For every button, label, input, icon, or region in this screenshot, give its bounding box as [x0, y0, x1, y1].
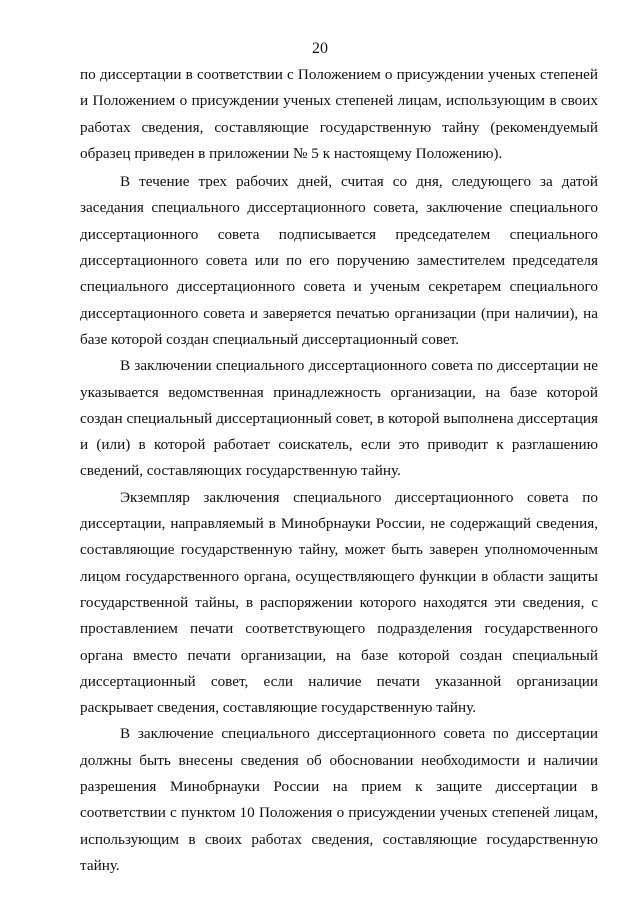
paragraph-4: Экземпляр заключения специального диссертационного совета по диссертации, направляемый в Минобрнауки России, не содержащий сведения, составляющие государственную тайну, может быть заверен уполномоченным лицом государственного органа, осуществляющего функции в области защиты государственной тайны, в распоряжении которого находятся эти сведения, с проставлением печати соответствующего подразделения государственного органа вместо печати организации, на базе которой создан специальный диссертационный совет, если наличие печати указанной организации раскрывает сведения, составляющие государственную тайну. — [80, 488, 598, 717]
document-body — [80, 62, 598, 879]
page-number: 20 — [312, 40, 328, 57]
paragraph-2: В течение трех рабочих дней, считая со дня, следующего за датой заседания специального диссертационного совета, заключение специального диссертационного совета подписывается председателем специального диссертационного совета или по его поручению заместителем председателя специального диссертационного совета и ученым секретарем специального диссертационного совета и заверяется печатью организации (при наличии), на базе которой создан специальный диссертационный совет. — [80, 173, 598, 348]
paragraph-5: В заключение специального диссертационного совета по диссертации должны быть внесены сведения об обосновании необходимости и наличии разрешения Минобрнауки России на прием к защите диссертации в соответствии с пунктом 10 Положения о присуждении ученых степеней лицам, использующим в своих работах сведения, составляющие государственную тайну. — [80, 725, 598, 874]
paragraph-1: по диссертации в соответствии с Положением о присуждении ученых степеней и Положением о присуждении ученых степеней лицам, использующим в своих работах сведения, составляющие государственную тайну (рекомендуемый образец приведен в приложении № 5 к настоящему Положению). — [80, 66, 598, 162]
paragraph-3: В заключении специального диссертационного совета по диссертации не указывается ведомственная принадлежность организации, на базе которой создан специальный диссертационный совет, в которой выполнена диссертация и (или) в которой работает соискатель, если это приводит к разглашению сведений, составляющих государственную тайну. — [80, 357, 598, 480]
